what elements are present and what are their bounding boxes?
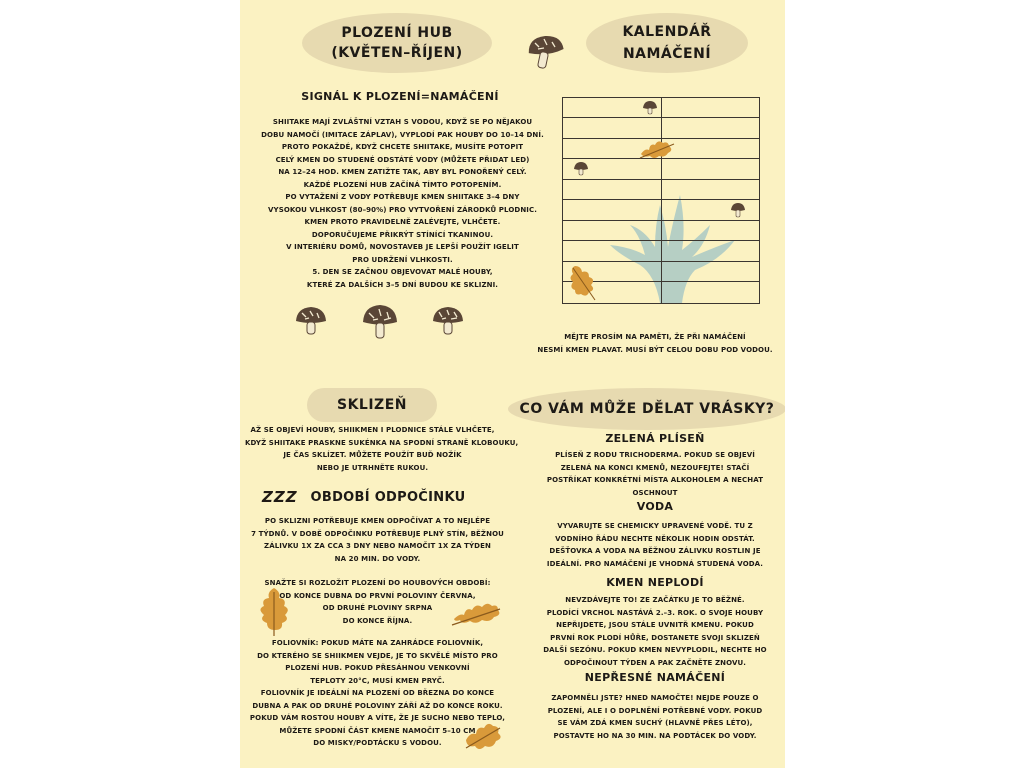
inexact-heading: NEPŘESNÉ NAMÁČENÍ	[584, 671, 726, 684]
green-mold-paragraph	[535, 449, 775, 499]
calendar-title-2: NAMÁČENÍ	[622, 46, 712, 62]
text-line: ZÁLIVKU 1X ZA CCA 3 DNY NEBO NAMOČIT 1X ZA TÝDEN	[264, 542, 491, 550]
harvest-title-text: SKLIZEŇ	[337, 397, 407, 413]
text-line: DOPORUČUJEME PŘIKRÝT STÍNÍCÍ TKANINOU.	[311, 230, 494, 239]
rest-heading: OBDOBÍ ODPOČINKU	[310, 490, 466, 505]
text-line: AŽ SE OBJEVÍ HOUBY, SHIIKMEN I PLODNICE STÁLE VLHČETE,	[250, 426, 495, 434]
text-line: JE ČAS SKLÍZET. MŮŽETE POUŽÍT BUĎ NOŽÍK	[283, 451, 462, 459]
text-line: KMEN PROTO PRAVIDELNĚ ZALÉVEJTE, VLHČETE.	[304, 218, 501, 226]
text-line: NA 20 MIN. DO VODY.	[334, 554, 421, 563]
title-line-2: (KVĚTEN–ŘÍJEN)	[331, 45, 463, 61]
rest-paragraph	[245, 515, 510, 565]
text-line: DOBU NAMOČÍ (IMITACE ZÁPLAV), VYPLODÍ PAK HOUBY DO 10–14 DNÍ.	[261, 130, 544, 139]
harvest-paragraph	[245, 424, 519, 474]
water-heading: VODA	[636, 500, 674, 513]
no-fruit-paragraph	[535, 594, 775, 669]
text-line: DO KTERÉHO SE SHIIKMEN VEJDE, JE TO SKVĚLÉ MÍSTO PRO	[257, 651, 498, 660]
text-line: PO SKLIZNI POTŘEBUJE KMEN ODPOČÍVAT A TO NEJLÉPE	[264, 517, 491, 525]
wrinkles-title-text: CO VÁM MŮŽE DĚLAT VRÁSKY?	[519, 401, 775, 417]
mushroom-icon	[573, 161, 589, 177]
text-line: CELÝ KMEN DO STUDENÉ ODSTÁTÉ VODY (MŮŽETE PŘIDAT LED)	[275, 155, 530, 164]
text-line: PRO UDRŽENÍ VLHKOSTI.	[352, 255, 453, 264]
text-line: NEVZDÁVEJTE TO! ZE ZAČÁTKU JE TO BĚŽNÉ.	[565, 596, 745, 604]
text-line: PLODÍCÍ VRCHOL NASTÁVÁ 2.–3. ROK. O SVOJE HOUBY	[546, 608, 764, 617]
text-line: OSCHNOUT	[632, 488, 678, 497]
text-line: MŮŽETE SPODNÍ ČÁST KMENE NAMOČIT 5–10 CM	[279, 726, 476, 735]
mushroom-icon	[430, 303, 466, 339]
text-line: OD DRUHÉ PLOVINY SRPNA	[322, 604, 433, 612]
text-line: IDEÁLNÍ. PRO NAMÁČENÍ JE VHODNÁ STUDENÁ VODA.	[546, 559, 764, 568]
text-line: FOLIOVNÍK: POKUD MÁTE NA ZAHRÁDCE FOLIOVNÍK,	[271, 639, 484, 647]
oak-leaf-icon	[450, 595, 506, 631]
title-plozeni-hub	[302, 13, 492, 73]
text-line: PLOZENÍ HUB. POKUD PŘESÁHNOU VENKOVNÍ	[285, 664, 470, 672]
text-line: ODPOČINOUT TÝDEN A PAK ZAČNĚTE ZNOVU.	[563, 658, 747, 667]
text-line: PLÍSEŇ Z RODU TRICHODERMA. POKUD SE OBJEVÍ	[555, 451, 755, 459]
leaflet-page	[240, 0, 785, 768]
text-line: PLOZENÍ, ALE I O DOPLNĚNÍ POTŘEBNÉ VODY. POKUD	[547, 706, 763, 715]
text-line: NEBO JE UTRHNĚTE RUKOU.	[316, 463, 429, 472]
text-line: NESMÍ KMEN PLAVAT. MUSÍ BÝT CELOU DOBU POD VODOU.	[537, 345, 773, 354]
text-line: 5. DEN SE ZAČNOU OBJEVOVAT MALÉ HOUBY,	[312, 268, 493, 276]
green-mold-heading: ZELENÁ PLÍSEŇ	[605, 432, 705, 445]
title-vrasky	[508, 388, 785, 430]
mushroom-icon	[642, 100, 658, 116]
memo-paragraph	[535, 331, 775, 356]
text-line: VODNÍHO ŘÁDU NECHTE NĚKOLIK HODIN ODSTÁT.	[555, 534, 755, 543]
no-fruit-heading: KMEN NEPLODÍ	[606, 576, 704, 589]
oak-leaf-icon	[254, 586, 294, 638]
zzz-icon: ZZZ	[262, 488, 298, 506]
text-line: KAŽDÉ PLOZENÍ HUB ZAČÍNÁ TÍMTO POTOPENÍM.	[303, 180, 502, 189]
text-line: KTERÉ ZA DALŠÍCH 3–5 DNÍ BUDOU KE SKLIZNI.	[306, 280, 499, 289]
title-sklizen	[307, 388, 437, 422]
text-line: DUBNA A PAK OD DRUHÉ POLOVINY ZÁŘÍ AŽ DO KONCE ROKU.	[252, 701, 503, 710]
text-line: DO MISKY/PODTÁCKU S VODOU.	[313, 739, 442, 747]
text-line: PRVNÍ ROK PLODÍ HŮŘE, DOSTANETE SVOJI SKLIZEŇ	[550, 633, 760, 642]
text-line: PROTO POKAŽDÉ, KDYŽ CHCETE SHIITAKE, MUSÍTE POTOPIT	[281, 143, 524, 151]
text-line: SNAŽTE SI ROZLOŽIT PLOZENÍ DO HOUBOVÝCH OBDOBÍ:	[264, 579, 491, 587]
water-paragraph	[535, 520, 775, 570]
mushroom-icon	[730, 202, 746, 220]
signal-heading: SIGNÁL K PLOZENÍ=NAMÁČENÍ	[301, 90, 499, 103]
text-line: PO VYTAŽENÍ Z VODY POTŘEBUJE KMEN SHIITAKE 3–4 DNY	[285, 193, 520, 201]
text-line: VYSOKOU VLHKOST (80–90%) PRO VYTVOŘENÍ ZÁRODKŮ PLODNIC.	[268, 205, 537, 214]
calendar-title-1: KALENDÁŘ	[622, 24, 712, 40]
text-line: ZELENÁ NA KONCI KMENŮ, NEZOUFEJTE! STAČÍ	[560, 463, 750, 472]
text-line: DALŠÍ SEZÓNU. POKUD KMEN NEVYPLODIL, NECHTE HO	[543, 646, 767, 654]
mushroom-icon	[360, 302, 400, 344]
text-line: V INTERIÉRU DOMŮ, NOVOSTAVEB JE LEPŠÍ POUŽÍT IGELIT	[286, 243, 519, 251]
text-line: NA 12–24 HOD. KMEN ZATIŽTE TAK, ABY BYL PONOŘENÝ CELÝ.	[278, 168, 527, 176]
text-line: POSTŘÍKAT KONKRÉTNÍ MÍSTA ALKOHOLEM A NECHAT	[546, 476, 764, 484]
text-line: POKUD VÁM ROSTOU HOUBY A VÍTE, ŽE JE SUCHO NEBO TEPLO,	[249, 714, 506, 722]
text-line: 7 TÝDNŮ. V DOBĚ ODPOČINKU POTŘEBUJE PLNÝ STÍN, BĚŽNOU	[251, 529, 504, 538]
text-line: NEPŘIJDETE, JSOU STÁLE UVNITŘ KMENU. POKUD	[556, 621, 754, 629]
inexact-paragraph	[535, 692, 775, 742]
title-kalendar	[586, 13, 748, 73]
text-line: OD KONCE DUBNA DO PRVNÍ POLOVINY ČERVNA,	[279, 591, 476, 600]
text-line: POSTAVTE HO NA 30 MIN. NA PODTÁCEK DO VODY.	[553, 731, 757, 740]
text-line: ZAPOMNĚLI JSTE? HNED NAMOČTE! NEJDE POUZE O	[551, 694, 759, 702]
text-line: SHIITAKE MAJÍ ZVLÁŠTNÍ VZTAH S VODOU, KDYŽ SE PO NĚJAKOU	[272, 118, 533, 126]
oak-leaf-icon	[638, 136, 678, 164]
title-line-1: PLOZENÍ HUB	[341, 25, 453, 41]
text-line: KDYŽ SHIITAKE PRASKNE SUKÉNKA NA SPODNÍ STRANĚ KLOBOUKU,	[245, 438, 519, 447]
text-line: DO KONCE ŘÍJNA.	[342, 616, 413, 625]
text-line: VYVARUJTE SE CHEMICKY UPRAVENÉ VODĚ. TU Z	[557, 522, 753, 530]
text-line: SE VÁM ZDÁ KMEN SUCHÝ (HLAVNĚ PŘES LÉTO),	[557, 719, 753, 727]
text-line: MĚJTE PROSÍM NA PAMĚTI, ŽE PŘI NAMÁČENÍ	[564, 333, 746, 341]
mushroom-icon	[525, 32, 567, 74]
oak-leaf-icon	[567, 262, 599, 302]
text-line: DEŠŤOVKA A VODA NA BĚŽNOU ZÁLIVKU ROSTLIN JE	[549, 547, 761, 555]
text-line: FOLIOVNÍK JE IDEÁLNÍ NA PLOZENÍ OD BŘEZNA DO KONCE	[260, 689, 495, 697]
mushroom-icon	[293, 303, 329, 339]
oak-leaf-icon	[462, 718, 504, 754]
text-line: TEPLOTY 20°C, MUSÍ KMEN PRYČ.	[310, 676, 445, 685]
signal-paragraph	[245, 116, 560, 291]
